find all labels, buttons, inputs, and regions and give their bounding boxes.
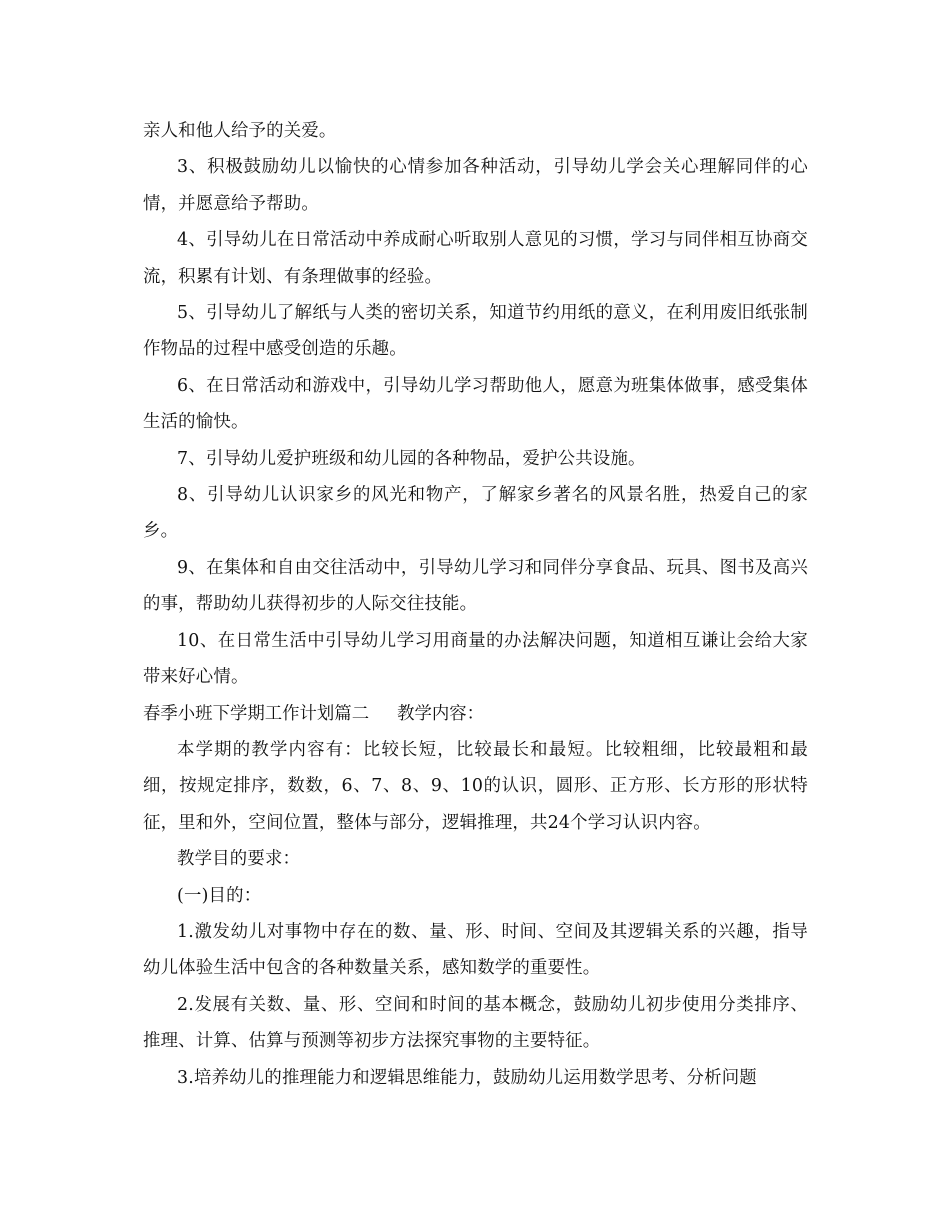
paragraph-item-5: 5、引导幼儿了解纸与人类的密切关系，知道节约用纸的意义，在利用废旧纸张制作物品的过程中感受创造的乐趣。	[143, 303, 808, 360]
paragraph-item-4: 4、引导幼儿在日常活动中养成耐心听取别人意见的习惯，学习与同伴相互协商交流，积累有计划、有条理做事的经验。	[143, 230, 808, 287]
paragraph-item-6: 6、在日常活动和游戏中，引导幼儿学习帮助他人，愿意为班集体做事，感受集体生活的愉快。	[143, 375, 808, 433]
paragraph-continuation: 亲人和他人给予的关爱。	[143, 121, 337, 141]
section-title: 春季小班下学期工作计划篇二	[143, 703, 370, 724]
paragraph-item-9: 9、在集体和自由交往活动中，引导幼儿学习和同伴分享食品、玩具、图书及高兴的事，帮助幼儿获得初步的人际交往技能。	[143, 557, 808, 615]
section-heading	[143, 696, 808, 732]
section-subtitle: 教学内容：	[397, 703, 485, 724]
paragraph-item-3: 3、积极鼓励幼儿以愉快的心情参加各种活动，引导幼儿学会关心理解同伴的心情，并愿意给予帮助。	[143, 157, 808, 214]
paragraph-goal-heading: 教学目的要求：	[177, 849, 301, 870]
paragraph-goal-3: 3.培养幼儿的推理能力和逻辑思维能力，鼓励幼儿运用数学思考、分析问题	[177, 1067, 757, 1088]
paragraph-item-8: 8、引导幼儿认识家乡的风光和物产，了解家乡著名的风景名胜，热爱自己的家乡。	[143, 485, 808, 542]
paragraph-goal-subheading: (一)目的：	[177, 885, 262, 906]
paragraph-teaching-content: 本学期的教学内容有：比较长短，比较最长和最短。比较粗细，比较最粗和最细，按规定排序，数数，6、7、8、9、10的认识，圆形、正方形、长方形的形状特征，里和外，空间位置，整体与部分，逻辑推理，共24个学习认识内容。	[143, 739, 808, 833]
paragraph-goal-1: 1.激发幼儿对事物中存在的数、量、形、时间、空间及其逻辑关系的兴趣，指导幼儿体验生活中包含的各种数量关系，感知数学的重要性。	[143, 921, 808, 979]
paragraph-item-10: 10、在日常生活中引导幼儿学习用商量的办法解决问题，知道相互谦让会给大家带来好心情。	[143, 630, 808, 688]
paragraph-goal-2: 2.发展有关数、量、形、空间和时间的基本概念，鼓励幼儿初步使用分类排序、推理、计算、估算与预测等初步方法探究事物的主要特征。	[143, 994, 808, 1052]
document-body	[143, 113, 808, 1096]
paragraph-item-7: 7、引导幼儿爱护班级和幼儿园的各种物品，爱护公共设施。	[177, 448, 646, 469]
